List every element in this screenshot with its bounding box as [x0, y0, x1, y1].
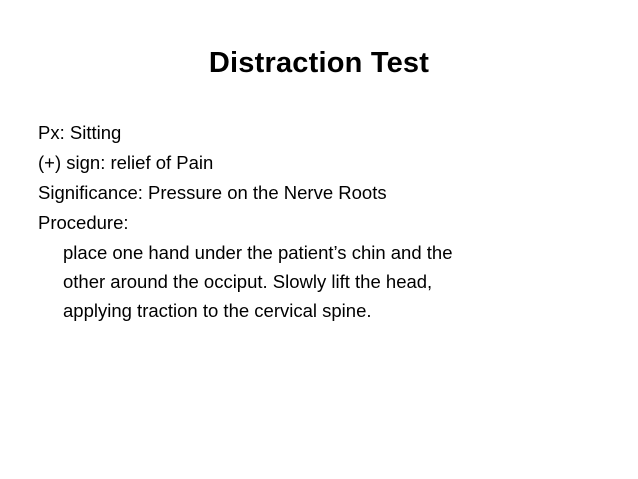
significance-line: Significance: Pressure on the Nerve Roots — [38, 182, 387, 203]
procedure-line-1: place one hand under the patient’s chin and the — [63, 242, 453, 263]
slide-body — [38, 118, 618, 325]
slide-title: Distraction Test — [208, 47, 430, 79]
procedure-heading: Procedure: — [38, 212, 129, 233]
positive-sign-line: (+) sign: relief of Pain — [38, 152, 214, 173]
procedure-line-2: other around the occiput. Slowly lift the head, — [63, 271, 433, 292]
procedure-line-3: applying traction to the cervical spine. — [63, 300, 372, 321]
position-line: Px: Sitting — [38, 122, 122, 143]
procedure-text — [38, 238, 618, 325]
